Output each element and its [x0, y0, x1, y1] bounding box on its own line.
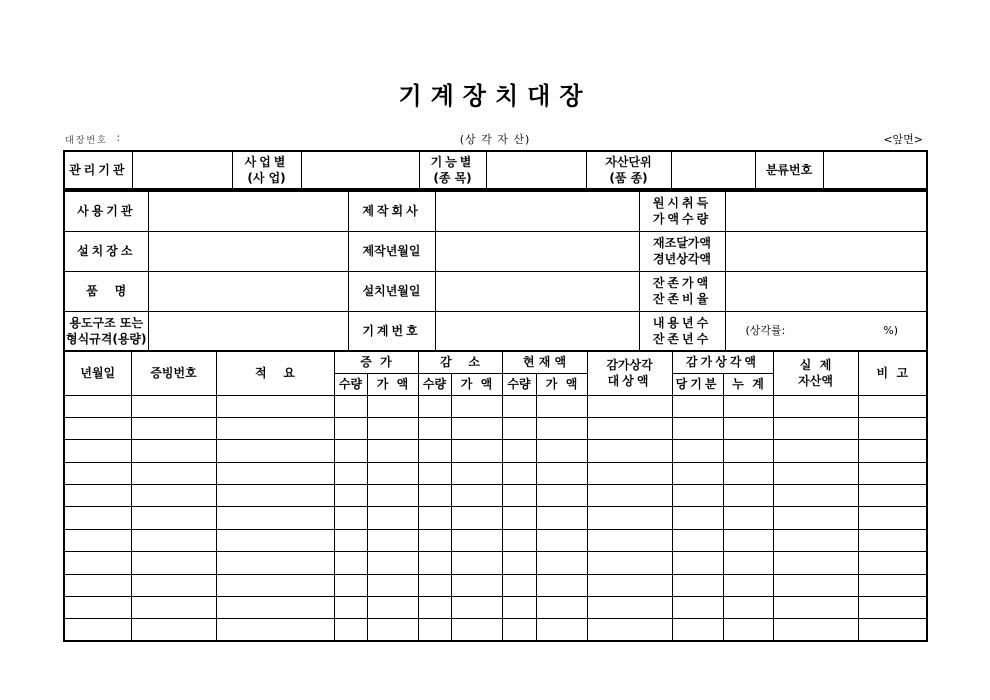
ledger-cell[interactable]: [672, 552, 723, 574]
ledger-cell[interactable]: [858, 574, 927, 596]
ledger-cell[interactable]: [502, 597, 536, 619]
ledger-cell[interactable]: [773, 597, 858, 619]
ledger-cell[interactable]: [672, 529, 723, 551]
ledger-cell[interactable]: [131, 529, 216, 551]
ledger-cell[interactable]: [131, 552, 216, 574]
function-label-line1: 기능별: [430, 155, 475, 169]
class-no-label: 분류번호: [755, 151, 823, 189]
asset-unit-value[interactable]: [671, 151, 755, 189]
col-dep-base-line1: 감가상각: [606, 358, 653, 373]
maker-label: 제작회사: [348, 191, 435, 231]
class-no-value[interactable]: [823, 151, 927, 189]
ledger-cell[interactable]: [502, 440, 536, 462]
ledger-cell[interactable]: [334, 485, 367, 507]
ledger-cell[interactable]: [418, 597, 451, 619]
useful-life-label-line1: 내용년수: [652, 315, 712, 330]
agency-label: 관리기관: [64, 151, 132, 189]
ledger-entry-row: [64, 417, 927, 439]
asset-unit-label-line2: (품 종): [609, 171, 648, 185]
user-agency-value[interactable]: [148, 191, 348, 231]
user-agency-label: 사용기관: [64, 191, 148, 231]
ledger-cell[interactable]: [502, 417, 536, 439]
ledger-cell[interactable]: [858, 597, 927, 619]
ledger-entry-row: [64, 619, 927, 641]
ledger-cell[interactable]: [418, 552, 451, 574]
ledger-cell[interactable]: [216, 485, 334, 507]
ledger-entry-row: [64, 574, 927, 596]
ledger-cell[interactable]: [451, 485, 502, 507]
install-date-label: 설치년월일: [348, 271, 435, 311]
ledger-cell[interactable]: [64, 462, 131, 484]
location-value[interactable]: [148, 231, 348, 271]
ledger-cell[interactable]: [536, 529, 587, 551]
ledger-cell[interactable]: [418, 462, 451, 484]
ledger-cell[interactable]: [418, 485, 451, 507]
ledger-cell[interactable]: [858, 619, 927, 641]
ledger-cell[interactable]: [672, 417, 723, 439]
ledger-cell[interactable]: [502, 619, 536, 641]
ledger-entry-row: [64, 485, 927, 507]
ledger-entry-row: [64, 440, 927, 462]
ledger-cell[interactable]: [367, 529, 418, 551]
col-current: 현 재 액: [502, 351, 587, 373]
col-dep-amount: 감가상각액: [672, 351, 773, 373]
item-name-value[interactable]: [148, 271, 348, 311]
ledger-cell[interactable]: [64, 552, 131, 574]
ledger-cell[interactable]: [723, 462, 773, 484]
ledger-cell[interactable]: [502, 485, 536, 507]
residual-label-line2: 잔존비율: [652, 292, 712, 306]
ledger-cell[interactable]: [131, 485, 216, 507]
col-remarks: 비 고: [858, 351, 927, 395]
reproc-value[interactable]: [725, 231, 927, 271]
ledger-cell[interactable]: [334, 462, 367, 484]
ledger-cell[interactable]: [587, 417, 672, 439]
ledger-cell[interactable]: [334, 440, 367, 462]
ledger-cell[interactable]: [723, 417, 773, 439]
ledger-cell[interactable]: [773, 552, 858, 574]
ledger-cell[interactable]: [536, 440, 587, 462]
ledger-cell[interactable]: [216, 417, 334, 439]
ledger-cell[interactable]: [536, 597, 587, 619]
ledger-cell[interactable]: [367, 440, 418, 462]
ledger-cell[interactable]: [587, 574, 672, 596]
ledger-cell[interactable]: [334, 395, 367, 417]
ledger-table: [63, 350, 928, 642]
maker-value[interactable]: [435, 191, 639, 231]
col-actual-asset-line1: 실 제: [799, 358, 832, 373]
reproc-label: [639, 231, 725, 271]
ledger-cell[interactable]: [367, 619, 418, 641]
ledger-cell[interactable]: [858, 462, 927, 484]
ledger-cell[interactable]: [418, 574, 451, 596]
ledger-cell[interactable]: [418, 507, 451, 529]
ledger-cell[interactable]: [216, 529, 334, 551]
ledger-number-label: 대장번호: [65, 136, 108, 146]
ledger-cell[interactable]: [723, 529, 773, 551]
ledger-cell[interactable]: [773, 417, 858, 439]
page-title: 기계장치대장: [398, 82, 592, 110]
ledger-entry-row: [64, 507, 927, 529]
ledger-cell[interactable]: [367, 574, 418, 596]
ledger-cell[interactable]: [773, 574, 858, 596]
col-actual-asset-line2: 자산액: [798, 374, 833, 389]
ledger-cell[interactable]: [858, 440, 927, 462]
location-label: 설치장소: [64, 231, 148, 271]
asset-category: (상 각 자 산): [459, 133, 531, 146]
ledger-cell[interactable]: [672, 574, 723, 596]
function-value[interactable]: [486, 151, 586, 189]
item-name-label: 품 명: [64, 271, 148, 311]
ledger-cell[interactable]: [451, 440, 502, 462]
machine-no-label: 기계번호: [348, 311, 435, 351]
ledger-cell[interactable]: [367, 597, 418, 619]
ledger-cell[interactable]: [418, 440, 451, 462]
use-spec-label-line1: 용도구조 또는: [69, 315, 144, 330]
ledger-number-separator: :: [116, 131, 121, 144]
ledger-cell[interactable]: [216, 552, 334, 574]
ledger-cell[interactable]: [451, 597, 502, 619]
business-label-line1: 사업별: [244, 155, 289, 169]
col-decrease: 감 소: [418, 351, 502, 373]
ledger-cell[interactable]: [451, 552, 502, 574]
ledger-cell[interactable]: [64, 619, 131, 641]
ledger-cell[interactable]: [672, 597, 723, 619]
col-actual-asset: [773, 351, 858, 395]
ledger-cell[interactable]: [418, 395, 451, 417]
ledger-cell[interactable]: [131, 574, 216, 596]
col-cumulative: 누 계: [723, 373, 773, 395]
ledger-cell[interactable]: [131, 417, 216, 439]
ledger-cell[interactable]: [773, 619, 858, 641]
ledger-cell[interactable]: [334, 552, 367, 574]
residual-label-line1: 잔존가액: [652, 276, 712, 290]
col-current-qty: 수량: [502, 373, 536, 395]
install-date-value[interactable]: [435, 271, 639, 311]
ledger-cell[interactable]: [536, 417, 587, 439]
ledger-cell[interactable]: [672, 619, 723, 641]
ledger-cell[interactable]: [723, 440, 773, 462]
ledger-cell[interactable]: [131, 619, 216, 641]
ledger-cell[interactable]: [587, 552, 672, 574]
ledger-cell[interactable]: [131, 440, 216, 462]
ledger-cell[interactable]: [418, 619, 451, 641]
ledger-cell[interactable]: [334, 619, 367, 641]
ledger-entry-row: [64, 462, 927, 484]
ledger-cell[interactable]: [367, 462, 418, 484]
residual-value[interactable]: [725, 271, 927, 311]
residual-label: [639, 271, 725, 311]
ledger-cell[interactable]: [64, 529, 131, 551]
ledger-cell[interactable]: [367, 485, 418, 507]
ledger-cell[interactable]: [64, 597, 131, 619]
business-label: [232, 151, 301, 189]
ledger-cell[interactable]: [723, 619, 773, 641]
ledger-cell[interactable]: [536, 395, 587, 417]
ledger-cell[interactable]: [723, 395, 773, 417]
function-label: [419, 151, 486, 189]
ledger-cell[interactable]: [131, 395, 216, 417]
asset-info-table: [63, 190, 928, 352]
made-date-value[interactable]: [435, 231, 639, 271]
ledger-cell[interactable]: [723, 485, 773, 507]
col-dep-base-line2: 대상액: [607, 374, 652, 389]
ledger-cell[interactable]: [216, 597, 334, 619]
col-current-amount: 가 액: [536, 373, 587, 395]
ledger-cell[interactable]: [587, 485, 672, 507]
asset-unit-label-line1: 자산단위: [605, 155, 652, 169]
ledger-cell[interactable]: [672, 440, 723, 462]
ledger-cell[interactable]: [858, 395, 927, 417]
col-summary: 적 요: [216, 351, 334, 395]
col-date: 년월일: [64, 351, 131, 395]
machine-no-value[interactable]: [435, 311, 639, 351]
ledger-cell[interactable]: [64, 574, 131, 596]
header-info-table: [63, 150, 928, 190]
reproc-label-line2: 경년상각액: [653, 252, 711, 266]
ledger-cell[interactable]: [587, 395, 672, 417]
orig-acq-label-line1: 원시취득: [652, 196, 712, 211]
ledger-cell[interactable]: [672, 462, 723, 484]
use-spec-label: [64, 311, 148, 351]
orig-acq-label-line2: 가액수량: [652, 212, 712, 227]
ledger-cell[interactable]: [216, 574, 334, 596]
col-decrease-qty: 수량: [418, 373, 451, 395]
ledger-cell[interactable]: [536, 485, 587, 507]
use-spec-label-line2: 형식규격(용량): [65, 331, 147, 346]
ledger-cell[interactable]: [334, 507, 367, 529]
ledger-cell[interactable]: [451, 529, 502, 551]
dep-rate-unit: %): [883, 323, 898, 337]
col-increase-qty: 수량: [334, 373, 367, 395]
ledger-cell[interactable]: [216, 440, 334, 462]
ledger-cell[interactable]: [502, 529, 536, 551]
use-spec-value[interactable]: [148, 311, 348, 351]
ledger-cell[interactable]: [502, 574, 536, 596]
ledger-cell[interactable]: [536, 552, 587, 574]
col-voucher: 증빙번호: [131, 351, 216, 395]
ledger-cell[interactable]: [216, 462, 334, 484]
ledger-cell[interactable]: [536, 507, 587, 529]
ledger-cell[interactable]: [216, 619, 334, 641]
ledger-cell[interactable]: [536, 619, 587, 641]
ledger-cell[interactable]: [334, 417, 367, 439]
ledger-cell[interactable]: [64, 440, 131, 462]
ledger-cell[interactable]: [773, 507, 858, 529]
ledger-cell[interactable]: [858, 485, 927, 507]
ledger-cell[interactable]: [64, 507, 131, 529]
ledger-cell[interactable]: [216, 395, 334, 417]
page-side: <앞면>: [883, 133, 923, 146]
asset-unit-label: [586, 151, 671, 189]
made-date-label: 제작년월일: [348, 231, 435, 271]
ledger-cell[interactable]: [367, 417, 418, 439]
ledger-cell[interactable]: [334, 574, 367, 596]
ledger-cell[interactable]: [502, 552, 536, 574]
col-increase: 증 가: [334, 351, 418, 373]
orig-acq-label: [639, 191, 725, 231]
ledger-cell[interactable]: [773, 529, 858, 551]
ledger-cell[interactable]: [64, 395, 131, 417]
ledger-cell[interactable]: [723, 597, 773, 619]
useful-life-label: [639, 311, 725, 351]
ledger-cell[interactable]: [536, 574, 587, 596]
ledger-cell[interactable]: [451, 462, 502, 484]
ledger-cell[interactable]: [587, 507, 672, 529]
ledger-cell[interactable]: [131, 462, 216, 484]
dep-rate-label: (상각률:: [745, 323, 786, 337]
ledger-cell[interactable]: [587, 462, 672, 484]
ledger-cell[interactable]: [858, 417, 927, 439]
dep-rate-cell[interactable]: [725, 311, 927, 351]
ledger-cell[interactable]: [451, 417, 502, 439]
agency-value[interactable]: [132, 151, 232, 189]
ledger-cell[interactable]: [216, 507, 334, 529]
ledger-cell[interactable]: [773, 485, 858, 507]
ledger-entry-row: [64, 552, 927, 574]
col-decrease-amount: 가 액: [451, 373, 502, 395]
ledger-cell[interactable]: [64, 485, 131, 507]
ledger-cell[interactable]: [367, 395, 418, 417]
ledger-cell[interactable]: [451, 619, 502, 641]
business-value[interactable]: [301, 151, 419, 189]
useful-life-label-line2: 잔존년수: [652, 331, 712, 346]
ledger-cell[interactable]: [502, 462, 536, 484]
ledger-entry-row: [64, 597, 927, 619]
function-label-line2: (종 목): [433, 171, 472, 185]
ledger-cell[interactable]: [536, 462, 587, 484]
ledger-cell[interactable]: [723, 574, 773, 596]
ledger-cell[interactable]: [858, 552, 927, 574]
ledger-entry-row: [64, 529, 927, 551]
ledger-cell[interactable]: [451, 507, 502, 529]
ledger-cell[interactable]: [367, 507, 418, 529]
ledger-cell[interactable]: [418, 417, 451, 439]
ledger-cell[interactable]: [773, 395, 858, 417]
reproc-label-line1: 재조달가액: [653, 236, 711, 250]
ledger-cell[interactable]: [587, 619, 672, 641]
col-this-period: 당기분: [672, 373, 723, 395]
ledger-cell[interactable]: [64, 417, 131, 439]
ledger-cell[interactable]: [502, 507, 536, 529]
ledger-cell[interactable]: [587, 529, 672, 551]
ledger-cell[interactable]: [858, 529, 927, 551]
ledger-cell[interactable]: [587, 597, 672, 619]
ledger-cell[interactable]: [451, 574, 502, 596]
business-label-line2: (사 업): [247, 171, 286, 185]
ledger-cell[interactable]: [587, 440, 672, 462]
ledger-cell[interactable]: [418, 529, 451, 551]
ledger-cell[interactable]: [723, 507, 773, 529]
ledger-cell[interactable]: [451, 395, 502, 417]
ledger-cell[interactable]: [334, 597, 367, 619]
ledger-cell[interactable]: [672, 485, 723, 507]
ledger-cell[interactable]: [723, 552, 773, 574]
col-increase-amount: 가 액: [367, 373, 418, 395]
col-dep-base: [587, 351, 672, 395]
ledger-cell[interactable]: [334, 529, 367, 551]
ledger-cell[interactable]: [131, 507, 216, 529]
ledger-cell[interactable]: [773, 440, 858, 462]
orig-acq-value[interactable]: [725, 191, 927, 231]
ledger-cell[interactable]: [672, 395, 723, 417]
ledger-cell[interactable]: [672, 507, 723, 529]
ledger-cell[interactable]: [773, 462, 858, 484]
ledger-cell[interactable]: [858, 507, 927, 529]
ledger-cell[interactable]: [502, 395, 536, 417]
ledger-cell[interactable]: [367, 552, 418, 574]
ledger-cell[interactable]: [131, 597, 216, 619]
ledger-entry-row: [64, 395, 927, 417]
